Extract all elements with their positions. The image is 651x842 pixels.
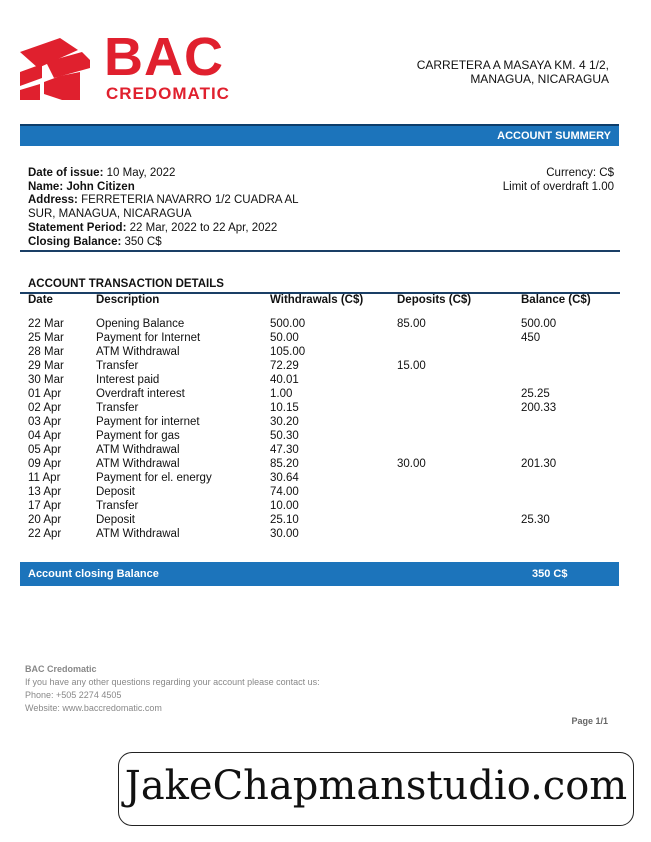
- address-label: Address:: [28, 194, 78, 207]
- cell-description: Interest paid: [96, 374, 160, 386]
- cell-date: 04 Apr: [28, 430, 62, 442]
- cell-deposit: 85.00: [397, 318, 426, 330]
- cell-withdrawal: 1.00: [270, 388, 293, 400]
- cell-withdrawal: 72.29: [270, 360, 299, 372]
- brand-subname: CREDOMATIC: [106, 84, 230, 103]
- table-row: [0, 331, 651, 345]
- cell-description: Transfer: [96, 360, 139, 372]
- period-label: Statement Period:: [28, 221, 127, 234]
- account-summary-label: ACCOUNT SUMMERY: [497, 130, 611, 142]
- footer-phone: Phone: +505 2274 4505: [25, 690, 122, 700]
- cell-description: Opening Balance: [96, 318, 185, 330]
- footer-contact-text: If you have any other questions regarding your account please contact us:: [25, 677, 320, 687]
- cell-date: 01 Apr: [28, 388, 62, 400]
- closing-bar-label: Account closing Balance: [28, 568, 159, 580]
- cell-withdrawal: 25.10: [270, 514, 299, 526]
- period-line: [28, 222, 328, 236]
- name-value: John Citizen: [66, 180, 135, 193]
- page-number: Page 1/1: [571, 716, 608, 726]
- issue-date-label: Date of issue:: [28, 167, 104, 179]
- cell-deposit: 15.00: [397, 360, 426, 372]
- cell-balance: 450: [521, 332, 541, 344]
- cell-withdrawal: 50.00: [270, 332, 299, 344]
- column-header-description: Description: [96, 294, 160, 306]
- table-row: [0, 415, 651, 429]
- column-header-date: Date: [28, 294, 53, 306]
- cell-date: 30 Mar: [28, 374, 64, 386]
- cell-withdrawal: 105.00: [270, 346, 306, 358]
- cell-description: Payment for gas: [96, 430, 180, 442]
- footer: [25, 663, 320, 715]
- cell-withdrawal: 74.00: [270, 486, 299, 498]
- cell-description: Overdraft interest: [96, 388, 185, 400]
- cell-description: Payment for Internet: [96, 332, 201, 344]
- cell-description: Deposit: [96, 486, 135, 498]
- divider: [20, 250, 620, 252]
- account-summary-bar: [20, 124, 619, 146]
- name-line: [28, 181, 328, 195]
- cell-withdrawal: 47.30: [270, 444, 299, 456]
- cell-date: 03 Apr: [28, 416, 62, 428]
- cell-date: 02 Apr: [28, 402, 62, 414]
- cell-withdrawal: 85.20: [270, 458, 299, 470]
- cell-date: 22 Mar: [28, 318, 64, 330]
- table-row: [0, 527, 651, 541]
- address-value: FERRETERIA NAVARRO 1/2 CUADRA AL SUR, MANAGUA, NICARAGUA: [28, 194, 299, 221]
- cell-description: Payment for el. energy: [96, 472, 212, 484]
- cell-balance: 201.30: [521, 458, 557, 470]
- cell-date: 17 Apr: [28, 500, 62, 512]
- address-line-2: MANAGUA, NICARAGUA: [470, 72, 609, 86]
- cell-description: Transfer: [96, 402, 139, 414]
- footer-company: BAC Credomatic: [25, 664, 97, 674]
- column-header-withdrawals: Withdrawals (C$): [270, 294, 364, 306]
- cell-withdrawal: 10.00: [270, 500, 299, 512]
- closing-balance-bar: [20, 562, 619, 586]
- cell-balance: 500.00: [521, 318, 557, 330]
- brand-name: BAC: [104, 27, 224, 87]
- period-value: 22 Mar, 2022 to 22 Apr, 2022: [129, 221, 278, 234]
- overdraft-limit-text: Limit of overdraft 1.00: [502, 180, 614, 193]
- table-row: [0, 387, 651, 401]
- cell-withdrawal: 30.64: [270, 472, 299, 484]
- closing-bar-value: 350 C$: [532, 568, 568, 580]
- watermark-text: JakeChapmanstudio.com: [124, 763, 628, 809]
- cell-description: ATM Withdrawal: [96, 346, 180, 358]
- column-header-balance: Balance (C$): [521, 294, 591, 306]
- bank-address: [417, 58, 609, 86]
- account-info: [28, 167, 328, 249]
- transactions-title: ACCOUNT TRANSACTION DETAILS: [28, 278, 224, 290]
- table-row: [0, 499, 651, 513]
- cell-withdrawal: 10.15: [270, 402, 299, 414]
- name-label: Name:: [28, 180, 64, 193]
- footer-website: Website: www.baccredomatic.com: [25, 703, 162, 713]
- table-row: [0, 345, 651, 359]
- table-row: [0, 471, 651, 485]
- table-row: [0, 317, 651, 331]
- cell-description: ATM Withdrawal: [96, 528, 180, 540]
- table-row: [0, 373, 651, 387]
- cell-date: 25 Mar: [28, 332, 64, 344]
- table-row: [0, 485, 651, 499]
- issue-date-line: [28, 167, 328, 181]
- closing-balance-line: [28, 236, 328, 250]
- cell-description: Transfer: [96, 500, 139, 512]
- currency-text: Currency: C$: [546, 167, 614, 179]
- watermark-box: [118, 752, 634, 826]
- table-row: [0, 401, 651, 415]
- cell-date: 05 Apr: [28, 444, 62, 456]
- cell-date: 28 Mar: [28, 346, 64, 358]
- table-row: [0, 457, 651, 471]
- cell-description: Payment for internet: [96, 416, 200, 428]
- cell-date: 22 Apr: [28, 528, 62, 540]
- cell-deposit: 30.00: [397, 458, 426, 470]
- closing-balance-label: Closing Balance:: [28, 235, 122, 248]
- cell-description: ATM Withdrawal: [96, 444, 180, 456]
- table-row: [0, 429, 651, 443]
- cell-description: ATM Withdrawal: [96, 458, 180, 470]
- cell-withdrawal: 40.01: [270, 374, 299, 386]
- table-row: [0, 359, 651, 373]
- cell-date: 29 Mar: [28, 360, 64, 372]
- cell-withdrawal: 50.30: [270, 430, 299, 442]
- account-limits: [503, 167, 614, 194]
- closing-balance-value: 350 C$: [124, 235, 162, 248]
- cell-balance: 25.30: [521, 514, 550, 526]
- address-line: [28, 194, 328, 221]
- cell-date: 13 Apr: [28, 486, 62, 498]
- cell-description: Deposit: [96, 514, 135, 526]
- cell-date: 09 Apr: [28, 458, 62, 470]
- table-row: [0, 443, 651, 457]
- bac-logo-icon: [20, 38, 90, 100]
- cell-date: 20 Apr: [28, 514, 62, 526]
- cell-withdrawal: 30.00: [270, 528, 299, 540]
- table-row: [0, 513, 651, 527]
- address-line-1: CARRETERA A MASAYA KM. 4 1/2,: [416, 58, 609, 72]
- cell-withdrawal: 30.20: [270, 416, 299, 428]
- transaction-rows: [0, 317, 651, 541]
- cell-balance: 25.25: [521, 388, 550, 400]
- cell-withdrawal: 500.00: [270, 318, 306, 330]
- cell-balance: 200.33: [521, 402, 557, 414]
- issue-date-value: 10 May, 2022: [106, 167, 176, 179]
- column-header-deposits: Deposits (C$): [397, 294, 472, 306]
- cell-date: 11 Apr: [28, 472, 61, 484]
